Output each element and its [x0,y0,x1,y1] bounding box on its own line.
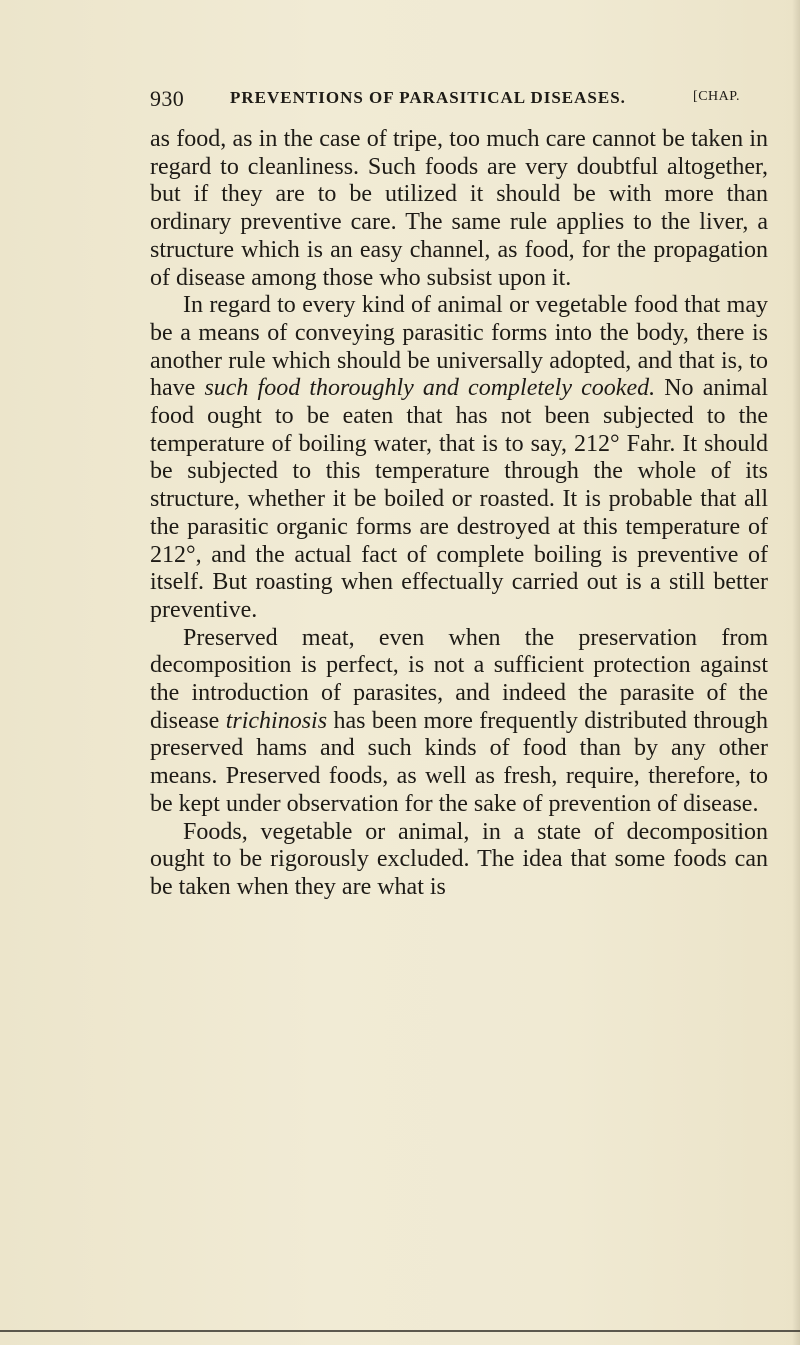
paragraph-2-text-b: No animal food ought to be eaten that has not been subjected to the temperature of boiling water, that is to say, 212° Fahr. It should be subjected to this temperature through the whole of its structure, whether it be boiled or roasted. It is probable that all the parasitic organic forms are destroyed at this temperature of 212°, and the actual fact of complete boiling is preventive of itself. But roasting when effectually carried out is a still better preventive. [150,375,768,623]
paragraph-3-text-a: Preserved meat, even when the preservation from decomposition is perfect, is not a sufficient protection against the introduction of parasites, and indeed the parasite of the disease [150,624,768,734]
paragraph-2-italic: such food thoroughly and completely cooked. [204,375,656,402]
paragraph-2-text-a: In regard to every kind of animal or vegetable food that may be a means of conveying parasitic forms into the body, there is another rule which should be universally adopted, and that is, to have [150,292,768,402]
paragraph-4 [150,819,768,902]
bottom-edge-rule [0,1330,800,1332]
paragraph-4-text: Foods, vegetable or animal, in a state of decomposition ought to be rigorously excluded. The idea that some foods can be taken when they are what is [150,818,768,900]
paragraph-2 [150,292,768,624]
running-title: PREVENTIONS OF PARASITICAL DISEASES. [230,88,626,107]
chapter-marker: [CHAP. [693,89,740,104]
body-text [150,126,768,902]
paragraph-1-text: as food, as in the case of tripe, too much care cannot be taken in regard to cleanliness. Such foods are very doubtful altogether, but if they are to be utilized it should be with more than ordinary preventive care. The same rule applies to the liver, a structure which is an easy channel, as food, for the propagation of disease among those who subsist upon it. [150,126,768,291]
paragraph-3-text-b: has been more frequently distributed through preserved hams and such kinds of food than by any other means. Preserved foods, as well as fresh, require, therefore, to be kept under observation for the sake of prevention of disease. [150,707,768,817]
paragraph-1 [150,126,768,292]
paragraph-3 [150,625,768,819]
page-header [150,86,740,116]
page-edge-shadow [792,0,800,1345]
paragraph-3-italic: trichinosis [225,707,328,734]
page-number: 930 [150,86,185,111]
